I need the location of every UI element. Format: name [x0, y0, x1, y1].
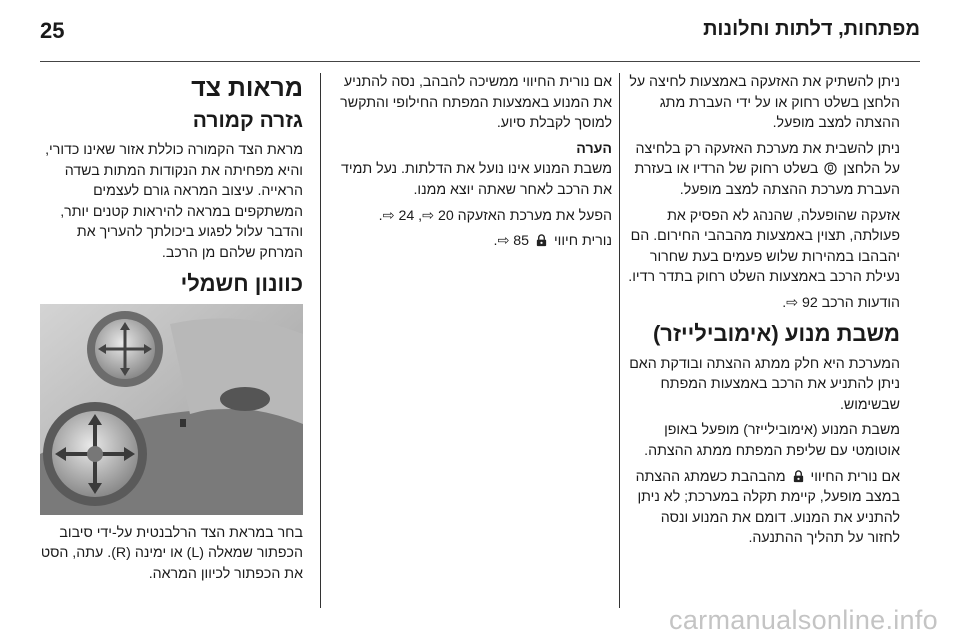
alarm-disable-text	[628, 139, 900, 201]
column-right	[628, 72, 900, 554]
alarm-disable-text-a: ניתן להשבית את מערכת האזעקה רק בלחיצה על הלחצן	[635, 140, 900, 178]
note-body: משבת המנוע אינו נועל את הדלתות. נעל תמיד את הרכב לאחר שאתה יוצא ממנו.	[341, 161, 612, 198]
immobilizer-fault-text	[628, 467, 900, 549]
blink-continue-text: אם נורית החיווי ממשיכה להבהב, נסה להתניע את המנוע באמצעות המפתח החילופי והתקשר למוסך לקבלת סיוע.	[340, 74, 612, 132]
mirrors-heading: מראות צד	[191, 74, 303, 102]
column-divider-right	[619, 73, 620, 608]
immobilizer-fault-text-a: אם נורית החיווי	[810, 468, 900, 485]
alarm-disable-text-b: בשלט רחוק של הרדיו או בעזרת העברת מערכת ההצתה למצב מופעל.	[634, 161, 900, 198]
immobilizer-warning-icon	[792, 470, 805, 483]
convex-heading: גזרה קמורה	[192, 109, 303, 132]
immobilizer-heading: משבת מנוע (אימובילייזר)	[652, 320, 900, 346]
warning-light-ref-b: 85 ⇨.	[493, 233, 530, 250]
convex-desc: מראת הצד הקמורה כוללת אזור שאינו כדורי, והיא מפחיתה את הנקודות המתות בשדה הראייה. עיצוב המראה גורם לעצמים המשתקפים במראה להיראות קטנים יותר, והדבר עלול לפגוע ביכולתך להעריך את המרחק שלהם מן הרכב.	[45, 142, 303, 261]
column-middle	[330, 72, 612, 257]
vehicle-messages-ref: הודעות הרכב 92 ⇨.	[782, 294, 900, 311]
remote-button-icon	[824, 162, 837, 175]
mirror-control-photo	[40, 304, 303, 515]
running-title: מפתחות, דלתות וחלונות	[703, 18, 920, 40]
note-title: הערה	[576, 140, 612, 157]
header-rule	[40, 61, 920, 62]
alarm-activation-ref: הפעל את מערכת האזעקה 20 ⇨, 24 ⇨.	[378, 207, 612, 224]
electric-adjust-heading: כוונון חשמלי	[180, 270, 303, 296]
immobilizer-desc: המערכת היא חלק ממתג ההצתה ובודקת האם ניתן להתניע את הרכב באמצעות המפתח שבשימוש.	[629, 355, 900, 413]
watermark: carmanualsonline.info	[669, 605, 938, 635]
warning-light-ref-a: נורית חיווי	[553, 233, 612, 250]
electric-adjust-desc: בחר במראת הצד הרלבנטית על-ידי סיבוב הכפתור שמאלה (L) או ימינה (R). עתה, הסט את הכפתור לכיוון המראה.	[40, 524, 303, 582]
page-number: 25	[40, 18, 65, 43]
immobilizer-auto-text: משבת המנוע (אימובילייזר) מופעל באופן אוטומטי עם שליפת המפתח ממתג ההצתה.	[644, 422, 900, 459]
immobilizer-warning-icon	[535, 234, 548, 247]
column-left	[40, 72, 303, 589]
column-divider-left	[320, 73, 321, 608]
alarm-triggered-text: אזעקה שהופעלה, שהנהג לא הפסיק את פעולתה, תצוין באמצעות מהבהבי החירום. הם יהבהבו במהירות שלוש פעמים בעת שחרור נעילת הרכב באמצעות השלט רחוק בתדר רדיו.	[628, 207, 900, 286]
alarm-silence-text: ניתן להשתיק את האזעקה באמצעות לחיצה על הלחצן בשלט רחוק או על ידי העברת מתג ההצתה למצב מופעל.	[629, 74, 900, 132]
page-header	[40, 18, 920, 48]
warning-light-ref	[330, 231, 612, 252]
immobilizer-fault-text-b: מהבהבת כשמתג ההצתה במצב מופעל, קיימת תקלה במערכת; לא ניתן להתניע את המנוע. דומם את המנוע ונסה לחזור על תהליך ההתנעה.	[635, 468, 900, 547]
